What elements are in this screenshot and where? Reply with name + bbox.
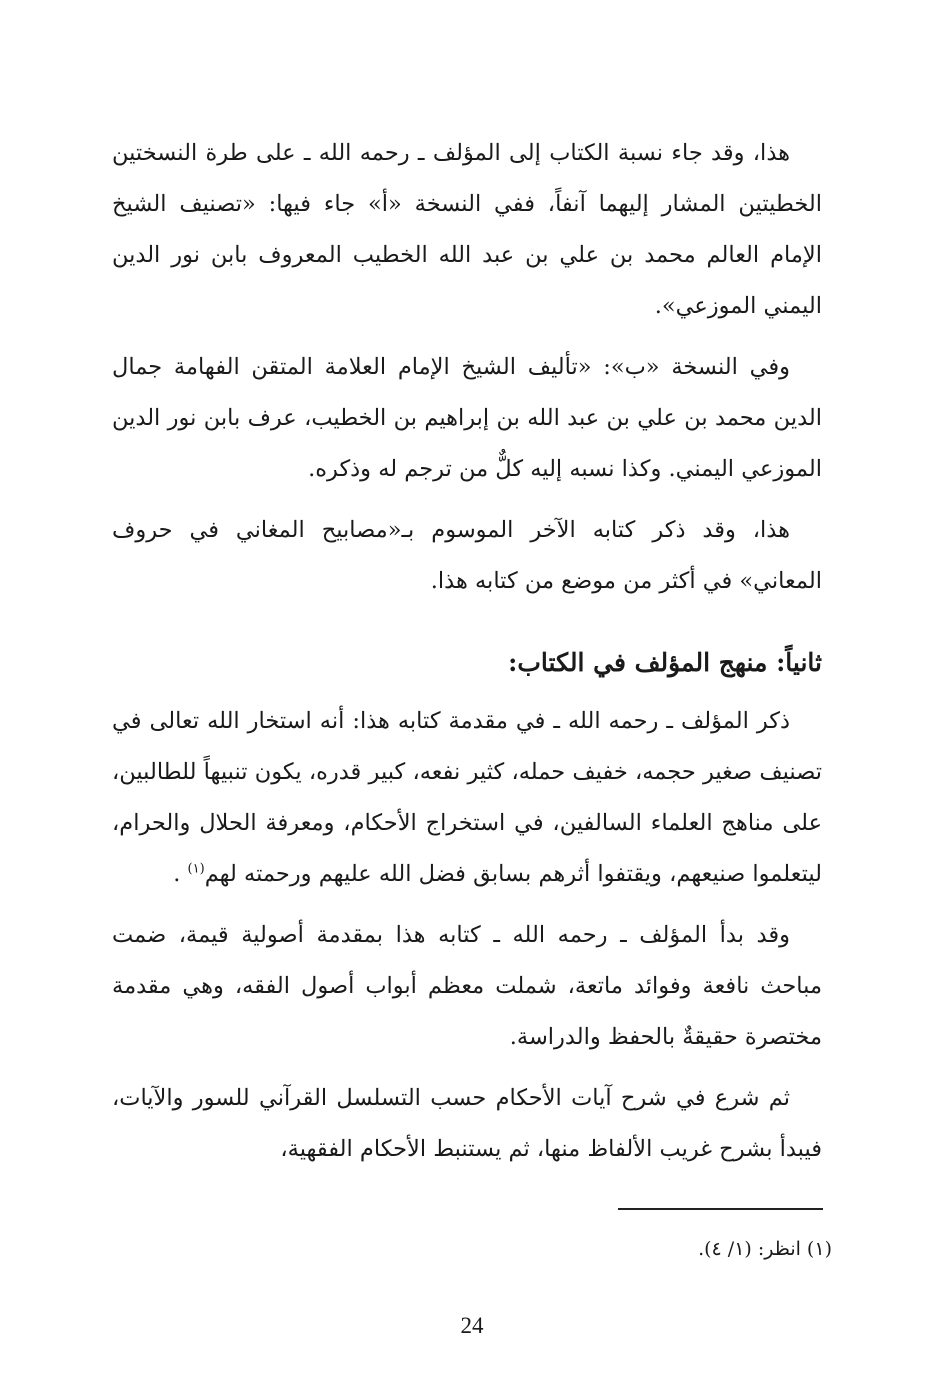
paragraph-6: ثم شرع في شرح آيات الأحكام حسب التسلسل القرآني للسور والآيات، فيبدأ بشرح غريب الألفاظ منها، ثم يستنبط الأحكام الفقهية، xyxy=(112,1085,822,1162)
paragraph-1: هذا، وقد جاء نسبة الكتاب إلى المؤلف ـ رحمه الله ـ على طرة النسختين الخطيتين المشار إليهما آنفاً، ففي النسخة «أ» جاء فيها: «تصنيف الشيخ الإمام العالم محمد بن علي بن عبد الله الخطيب المعروف بابن نور الدين اليمني الموزعي». xyxy=(112,140,822,319)
paragraph-5: وقد بدأ المؤلف ـ رحمه الله ـ كتابه هذا بمقدمة أصولية قيمة، ضمت مباحث نافعة وفوائد ماتعة، شملت معظم أبواب أصول الفقه، وهي مقدمة مختصرة حقيقةٌ بالحفظ والدراسة. xyxy=(112,922,822,1050)
footnote-divider xyxy=(618,1208,823,1210)
footnote-reference[interactable]: (١) xyxy=(187,861,205,877)
page-body xyxy=(112,128,822,1185)
paragraph-3: هذا، وقد ذكر كتابه الآخر الموسوم بـ«مصابيح المغاني في حروف المعاني» في أكثر من موضع من كتابه هذا. xyxy=(112,517,822,594)
page-number: 24 xyxy=(460,1313,484,1338)
paragraph-4-text: ذكر المؤلف ـ رحمه الله ـ في مقدمة كتابه هذا: أنه استخار الله تعالى في تصنيف صغير حجمه، خفيف حمله، كثير نفعه، كبير قدره، يكون تنبيهاً للطالبين، على مناهج العلماء السالفين، في استخراج الأحكام، ومعرفة الحلال والحرام، ليتعلموا صنيعهم، ويقتفوا أثرهم بسابق فضل الله عليهم ورحمته لهم xyxy=(112,708,822,887)
paragraph-4-end: . xyxy=(173,861,181,887)
footnote: (١) انظر: (١/ ٤). xyxy=(698,1238,832,1260)
section-heading: ثانياً: منهج المؤلف في الكتاب: xyxy=(508,648,822,677)
paragraph-4 xyxy=(112,696,822,900)
paragraph-2: وفي النسخة «ب»: «تأليف الشيخ الإمام العلامة المتقن الفهامة جمال الدين محمد بن علي بن عبد الله بن إبراهيم بن الخطيب، عرف بابن نور الدين الموزعي اليمني. وكذا نسبه إليه كلٌّ من ترجم له وذكره. xyxy=(112,354,822,482)
